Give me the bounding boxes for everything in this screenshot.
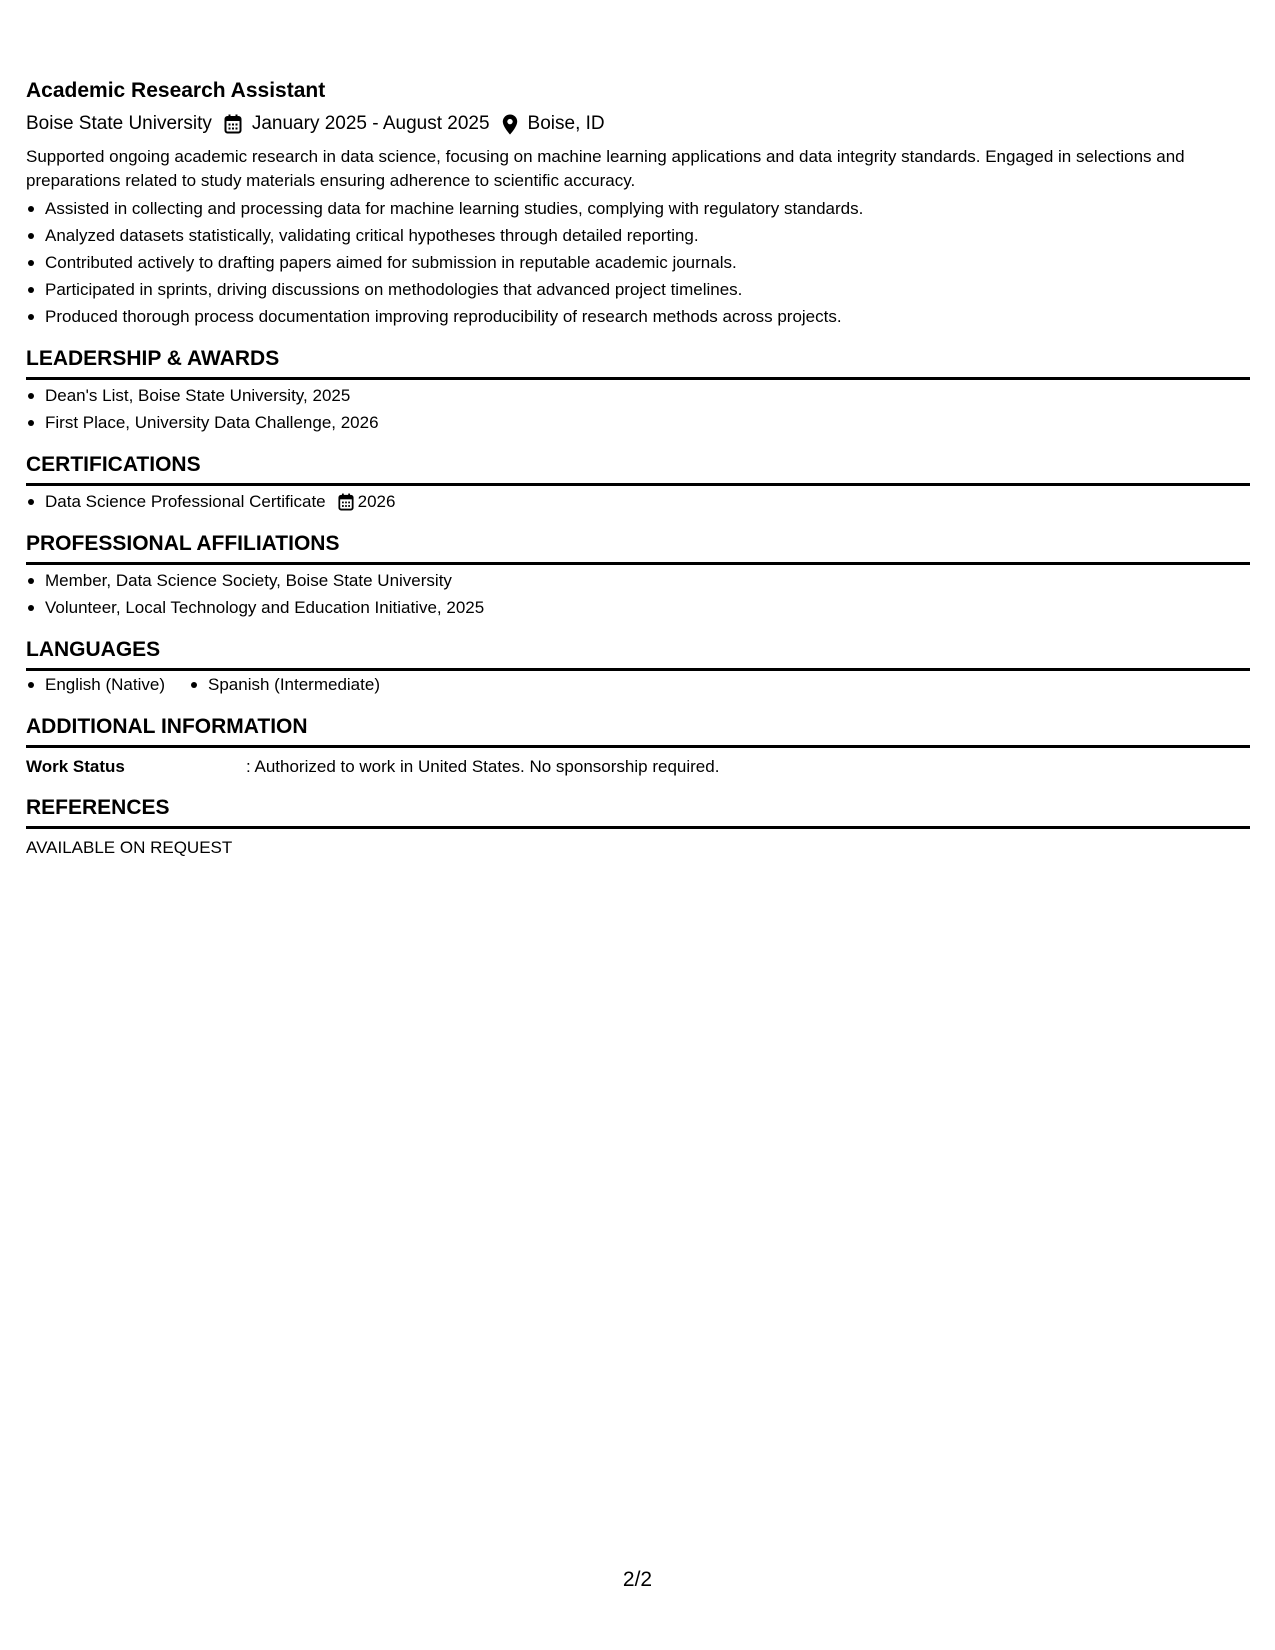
list-item: Assisted in collecting and processing data for machine learning studies, complying with regulatory standards. [26, 195, 1250, 222]
calendar-icon [338, 493, 354, 511]
list-item: Spanish (Intermediate) [189, 671, 380, 698]
job-location: Boise, ID [527, 113, 605, 134]
resume-page [26, 78, 1250, 860]
references-text: AVAILABLE ON REQUEST [26, 838, 233, 857]
list-item: Participated in sprints, driving discussions on methodologies that advanced project timelines. [26, 276, 1250, 303]
experience-entry [26, 78, 1250, 330]
affiliations-list [26, 567, 1250, 621]
section-heading: LANGUAGES [26, 637, 1250, 671]
certificate-year: 2026 [357, 492, 396, 511]
list-item: Dean's List, Boise State University, 2025 [26, 382, 1250, 409]
job-description: Supported ongoing academic research in data science, focusing on machine learning applications and data integrity standards. Engaged in selections and preparations related to study materials ensuring adherence to scientific accuracy. [26, 147, 1185, 190]
section-affiliations [26, 531, 1250, 621]
work-status-value: : Authorized to work in United States. No sponsorship required. [246, 757, 720, 776]
section-certifications [26, 452, 1250, 515]
list-item: Member, Data Science Society, Boise State University [26, 567, 1250, 594]
section-heading: PROFESSIONAL AFFILIATIONS [26, 531, 1250, 565]
work-status-label: Work Status [26, 757, 125, 776]
section-leadership [26, 346, 1250, 436]
page-number: 2/2 [622, 1568, 653, 1591]
certifications-list [26, 488, 1250, 515]
job-title: Academic Research Assistant [26, 79, 326, 102]
section-heading: LEADERSHIP & AWARDS [26, 346, 1250, 380]
job-meta [26, 111, 1250, 137]
section-heading: CERTIFICATIONS [26, 452, 1250, 486]
section-additional-info [26, 714, 1250, 779]
list-item: Produced thorough process documentation improving reproducibility of research methods across projects. [26, 303, 1250, 330]
section-heading: REFERENCES [26, 795, 1250, 829]
list-item: Analyzed datasets statistically, validating critical hypotheses through detailed reporting. [26, 222, 1250, 249]
job-bullets [26, 195, 1250, 330]
certificate-name: Data Science Professional Certificate [45, 492, 326, 511]
section-languages [26, 637, 1250, 698]
section-heading: ADDITIONAL INFORMATION [26, 714, 1250, 748]
map-pin-icon [502, 114, 518, 135]
list-item: First Place, University Data Challenge, 2026 [26, 409, 1250, 436]
calendar-icon [224, 114, 242, 134]
section-references [26, 795, 1250, 860]
job-organization: Boise State University [26, 113, 212, 134]
job-dates: January 2025 - August 2025 [251, 113, 490, 134]
list-item [26, 488, 1250, 515]
leadership-list [26, 382, 1250, 436]
list-item: English (Native) [26, 671, 165, 698]
work-status-row [26, 755, 1250, 779]
list-item: Volunteer, Local Technology and Education Initiative, 2025 [26, 594, 1250, 621]
list-item: Contributed actively to drafting papers aimed for submission in reputable academic journals. [26, 249, 1250, 276]
languages-list [26, 671, 1250, 698]
